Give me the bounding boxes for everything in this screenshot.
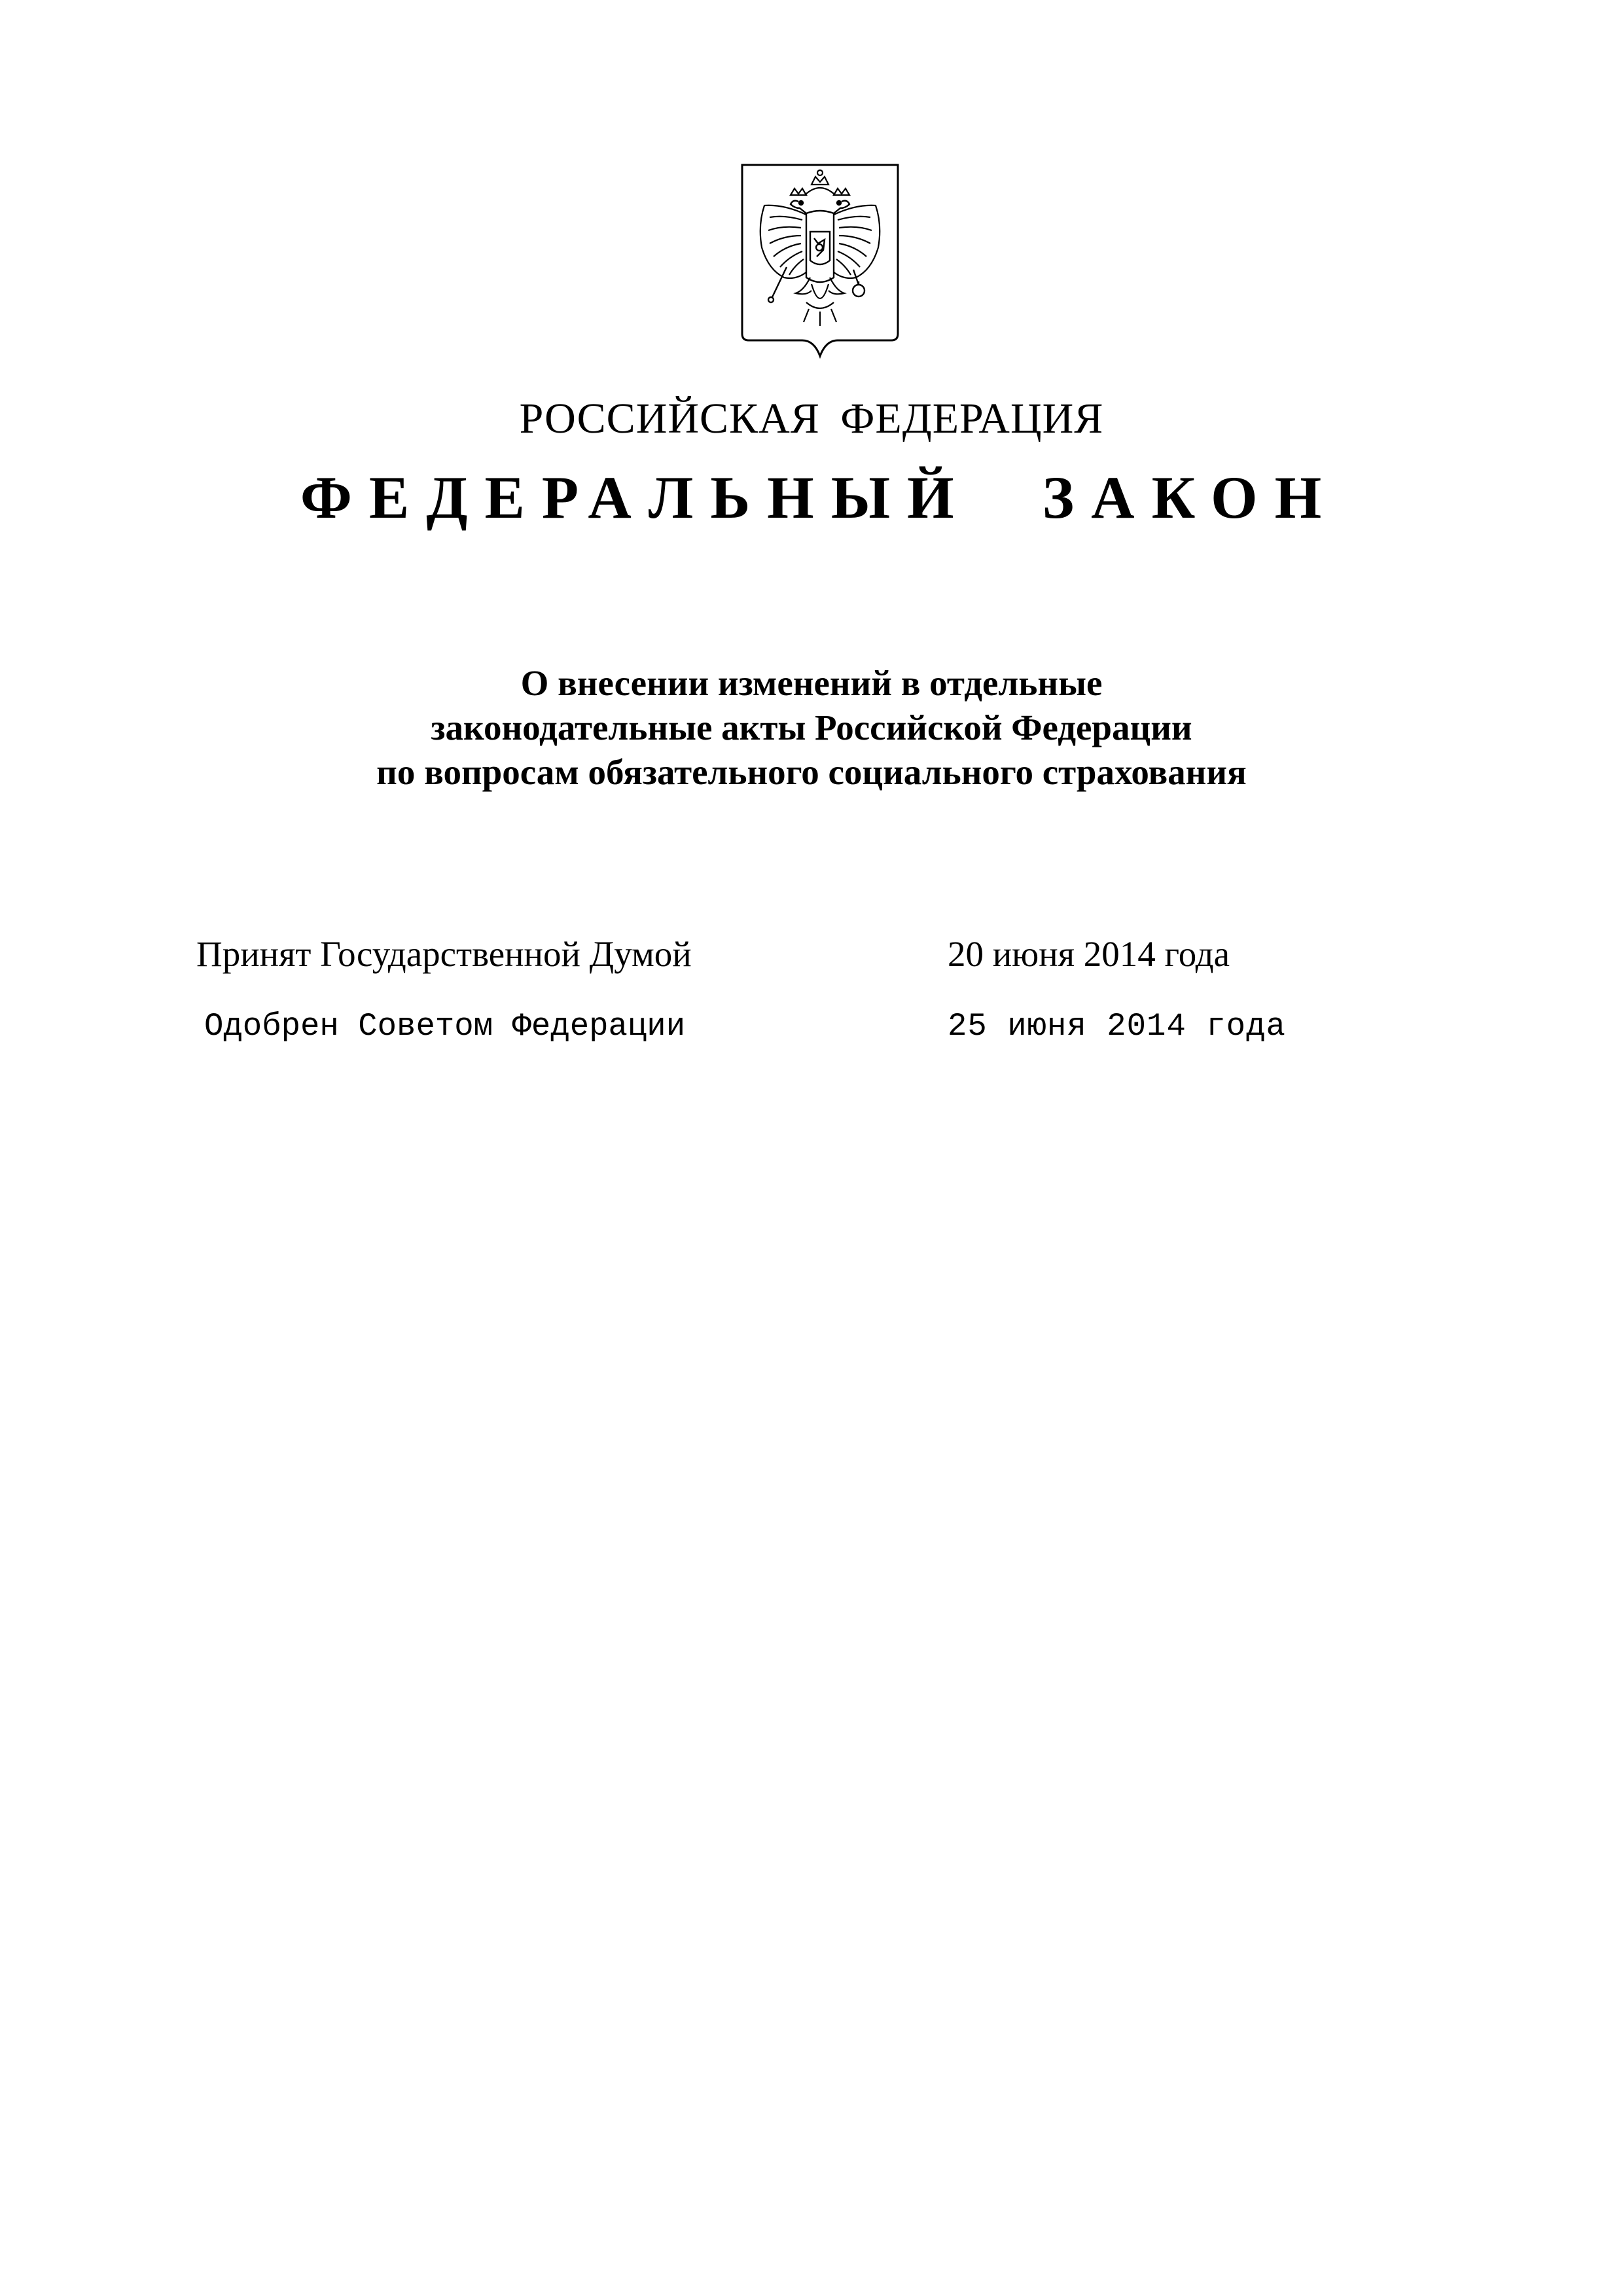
approving-body: Одобрен Советом Федерации	[204, 1008, 686, 1045]
approval-date: 25 июня 2014 года	[948, 1008, 1286, 1045]
russian-coat-of-arms-icon	[738, 162, 902, 359]
law-title-line: законодательные акты Российской Федерации	[431, 708, 1192, 747]
adoption-row-council	[196, 1003, 1309, 1049]
law-title-line: по вопросам обязательного социального страхования	[376, 752, 1247, 792]
country-name: РОССИЙСКАЯ ФЕДЕРАЦИЯ	[519, 395, 1104, 442]
adopting-body: Принят Государственной Думой	[196, 934, 692, 974]
law-title-line: О внесении изменений в отдельные	[520, 663, 1103, 703]
law-title	[0, 661, 1623, 795]
adoption-date: 20 июня 2014 года	[948, 934, 1230, 974]
law-type-heading: ФЕДЕРАЛЬНЫЙ ЗАКОН	[300, 464, 1339, 531]
adoption-row-duma	[196, 931, 1309, 977]
